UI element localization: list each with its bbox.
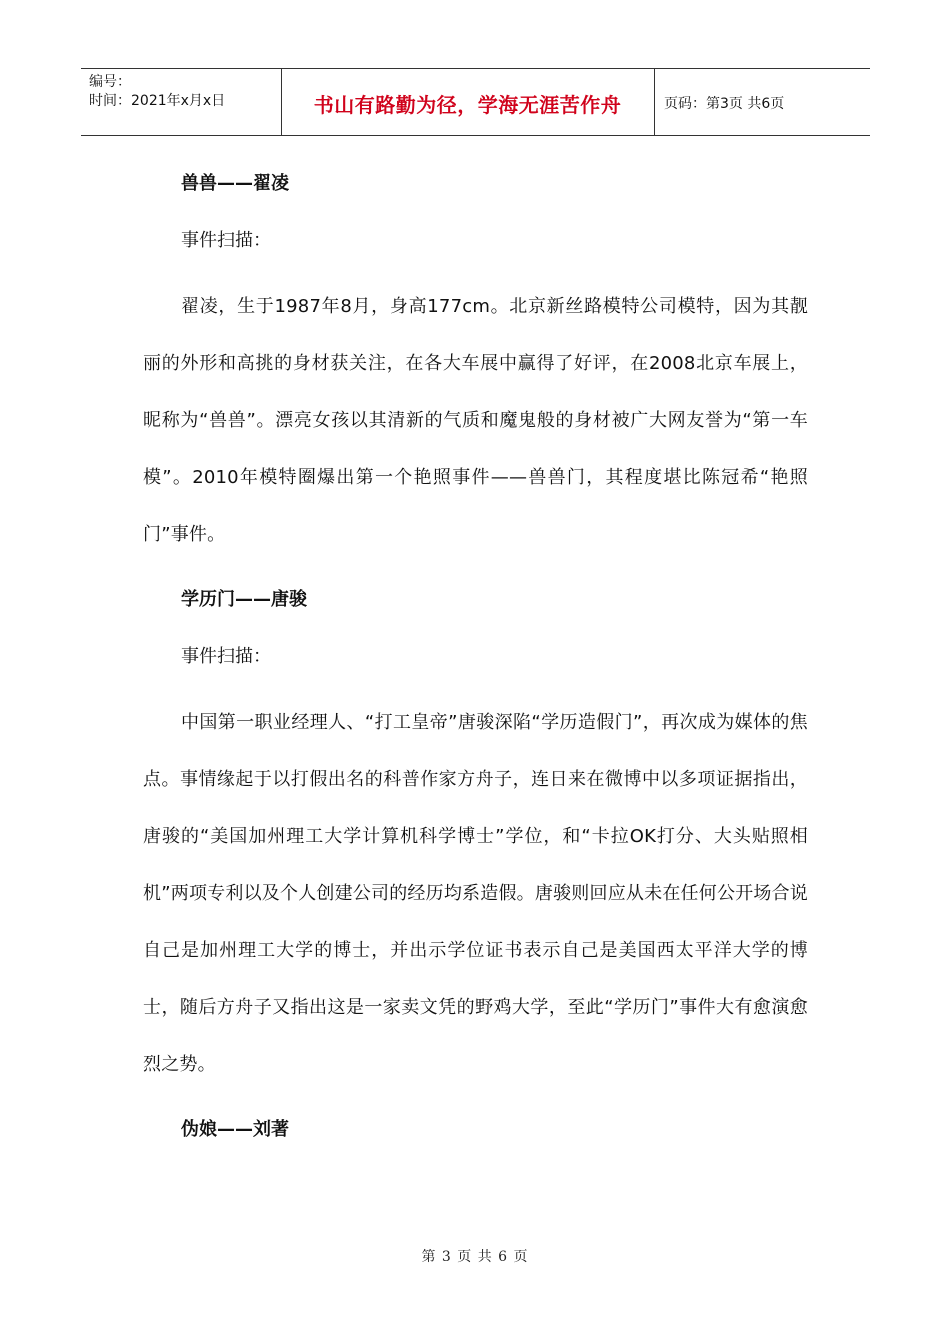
section-heading-2: 学历门——唐骏 — [181, 589, 307, 610]
header-divider-right — [654, 69, 655, 135]
page-footer: 第 3 页 共 6 页 — [421, 1249, 529, 1265]
header-meta — [89, 73, 225, 111]
header-page-info: 页码：第3页 共6页 — [664, 96, 785, 112]
document-header — [81, 68, 870, 136]
section-sub-2: 事件扫描： — [181, 646, 271, 667]
section-body-1: 翟凌，生于1987年8月，身高177cm。北京新丝路模特公司模特，因为其靓丽的外形和高挑的身材获关注，在各大车展中赢得了好评，在2008北京车展上，昵称为“兽兽”。漂亮女孩以其清新的气质和魔鬼般的身材被广大网友誉为“第一车模”。2010年模特圈爆出第一个艳照事件——兽兽门，其程度堪比陈冠希“艳照门”事件。 — [143, 296, 808, 545]
header-motto: 书山有路勤为径，学海无涯苦作舟 — [313, 93, 622, 117]
header-time-label: 时间：2021年x月x日 — [89, 93, 226, 109]
header-number-label: 编号： — [89, 74, 131, 90]
section-sub-1: 事件扫描： — [181, 230, 271, 251]
section-body-2: 中国第一职业经理人、“打工皇帝”唐骏深陷“学历造假门”，再次成为媒体的焦点。事情缘起于以打假出名的科普作家方舟子，连日来在微博中以多项证据指出，唐骏的“美国加州理工大学计算机科学博士”学位，和“卡拉OK打分、大头贴照相机”两项专利以及个人创建公司的经历均系造假。唐骏则回应从未在任何公开场合说自己是加州理工大学的博士，并出示学位证书表示自己是美国西太平洋大学的博士，随后方舟子又指出这是一家卖文凭的野鸡大学，至此“学历门”事件大有愈演愈烈之势。 — [143, 712, 808, 1075]
section-heading-1: 兽兽——翟凌 — [181, 173, 289, 194]
section-heading-3: 伪娘——刘著 — [181, 1119, 289, 1140]
document-body — [143, 164, 808, 1167]
